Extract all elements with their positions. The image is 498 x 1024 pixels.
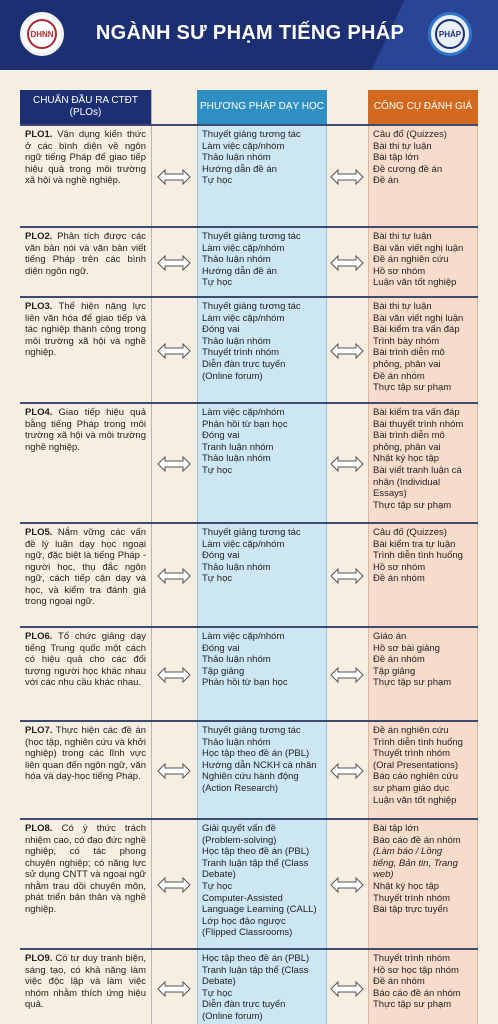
- methods-cell: [197, 524, 327, 626]
- arrow-column: [152, 298, 197, 402]
- tools-cell: [368, 298, 478, 402]
- double-arrow-icon: [330, 342, 364, 360]
- tool-item: Bài kiểm tra vấn đáp: [373, 324, 460, 336]
- table-header: [20, 90, 478, 124]
- tool-item: Bài thuyết trình nhóm: [373, 418, 464, 430]
- double-arrow-icon: [330, 567, 364, 585]
- outcome-code: PLO8.: [25, 823, 53, 834]
- tool-item: Bài tập lớn: [373, 152, 419, 164]
- method-item: Đóng vai: [202, 550, 240, 562]
- method-item: Nghiên cứu hành động: [202, 771, 299, 783]
- tool-item: Đề án: [373, 175, 399, 187]
- arrow-column: [152, 722, 197, 818]
- methods-cell: [197, 404, 327, 522]
- faculty-logo-mark: PHÁP: [435, 19, 465, 49]
- tools-cell: [368, 950, 478, 1024]
- outcome-text: Thực hiện các đề án (học tập, nghiên cứu và khởi nghiệp) trong các lĩnh vực liên quan đến ngôn ngữ, văn hóa và dạy-học tiếng Pháp.: [25, 725, 146, 782]
- method-item: Tự học: [202, 175, 233, 187]
- tool-item: Bài văn viết nghị luận: [373, 312, 464, 324]
- methods-cell: [197, 820, 327, 948]
- table-row: [20, 948, 478, 1024]
- tool-item: Báo cáo nghiên cứu: [373, 771, 459, 783]
- outcome-cell: [20, 524, 152, 626]
- tools-cell: [368, 820, 478, 948]
- tool-item: Thuyết trình nhóm: [373, 953, 451, 964]
- method-item: Hướng dẫn đề án: [202, 163, 277, 175]
- method-item: Hướng dẫn NCKH cá nhân: [202, 759, 317, 771]
- arrow-column: [327, 126, 368, 226]
- arrow-column: [152, 404, 197, 522]
- tool-item: Thực tập sư phạm: [373, 999, 452, 1011]
- tool-item: Bài thi tự luận: [373, 140, 432, 152]
- double-arrow-icon: [330, 666, 364, 684]
- header-outcomes: CHUẨN ĐẦU RA CTĐT (PLOs): [20, 90, 152, 124]
- method-item: Tranh luận nhóm: [202, 441, 274, 453]
- tool-item: Đề án nghiên cứu: [373, 254, 449, 266]
- method-item: Computer-Assisted: [202, 892, 283, 904]
- method-item: Tự học: [202, 987, 233, 999]
- double-arrow-icon: [330, 455, 364, 473]
- tool-item: Đề án nhóm: [373, 370, 425, 382]
- outcome-code: PLO4.: [25, 407, 53, 418]
- arrow-column: [152, 524, 197, 626]
- tools-cell: [368, 126, 478, 226]
- arrow-column: [327, 228, 368, 296]
- arrow-column: [327, 524, 368, 626]
- methods-cell: [197, 722, 327, 818]
- method-item: Làm việc cặp/nhóm: [202, 140, 285, 152]
- tool-item: Thuyết trình nhóm: [373, 892, 451, 904]
- double-arrow-icon: [330, 254, 364, 272]
- method-item: (Online forum): [202, 370, 263, 382]
- table-row: [20, 296, 478, 402]
- double-arrow-icon: [157, 567, 191, 585]
- tool-item: Bài thi tự luận: [373, 301, 432, 312]
- method-item: Hướng dẫn đề án: [202, 265, 277, 277]
- tool-item: Luận văn tốt nghiệp: [373, 794, 457, 806]
- tool-item: Đề án nhóm: [373, 976, 425, 988]
- double-arrow-icon: [157, 254, 191, 272]
- method-item: Tự học: [202, 573, 233, 585]
- method-item: Làm việc cặp/nhóm: [202, 538, 285, 550]
- tools-cell: [368, 404, 478, 522]
- method-item: Tranh luận tập thể (Class: [202, 964, 309, 976]
- method-item: (Online forum): [202, 1010, 263, 1022]
- methods-cell: [197, 298, 327, 402]
- arrow-column: [327, 298, 368, 402]
- plo-table: [20, 90, 478, 1024]
- method-item: Language Learning (CALL): [202, 904, 317, 916]
- tool-item: Thực tập sư phạm: [373, 382, 452, 394]
- outcome-cell: [20, 628, 152, 720]
- outcome-code: PLO2.: [25, 231, 53, 242]
- tool-item: (Làm báo / Lồng: [373, 846, 443, 858]
- faculty-logo: [428, 12, 472, 56]
- tool-item: Câu đố (Quizzes): [373, 527, 447, 538]
- method-item: Đóng vai: [202, 324, 240, 336]
- outcome-text: Thể hiện năng lực liên văn hóa để giao tiếp và tác nghiệp thành công trong môi trường xã hội và nghề nghiệp.: [25, 301, 146, 358]
- method-item: Phản hồi từ bạn học: [202, 677, 288, 689]
- outcome-cell: [20, 722, 152, 818]
- method-item: Học tập theo đề án (PBL): [202, 953, 310, 964]
- tool-item: Thuyết trình nhóm: [373, 748, 451, 760]
- tool-item: Bài tập lớn: [373, 823, 419, 834]
- method-item: Thuyết giảng tương tác: [202, 725, 301, 736]
- method-item: Tranh luận tập thể (Class: [202, 857, 309, 869]
- method-item: (Flipped Classrooms): [202, 927, 293, 939]
- header-spacer: [152, 90, 197, 124]
- double-arrow-icon: [157, 168, 191, 186]
- method-item: Thuyết giảng tương tác: [202, 527, 301, 538]
- tool-item: Nhật ký học tập: [373, 453, 440, 465]
- outcome-code: PLO5.: [25, 527, 53, 538]
- double-arrow-icon: [157, 980, 191, 998]
- tool-item: Đề án nhóm: [373, 654, 425, 666]
- tool-item: Luận văn tốt nghiệp: [373, 277, 457, 289]
- tool-item: Đề cương đề án: [373, 163, 443, 175]
- header-tools: CÔNG CỤ ĐÁNH GIÁ: [368, 90, 478, 124]
- tool-item: Bài trình diễn mô: [373, 430, 445, 442]
- method-item: Thuyết giảng tương tác: [202, 129, 301, 140]
- header-methods: PHƯƠNG PHÁP DẠY HỌC: [197, 90, 327, 124]
- double-arrow-icon: [330, 762, 364, 780]
- tool-item: Bài trình diễn mô: [373, 347, 445, 359]
- table-row: [20, 402, 478, 522]
- tool-item: Trình diễn tình huống: [373, 550, 463, 562]
- tool-item: Tập giảng: [373, 665, 416, 677]
- tool-item: Nhật ký học tập: [373, 880, 440, 892]
- double-arrow-icon: [330, 980, 364, 998]
- header-spacer: [327, 90, 368, 124]
- method-item: Thảo luận nhóm: [202, 654, 271, 666]
- method-item: Debate): [202, 976, 236, 988]
- tool-item: phỏng, phân vai: [373, 441, 441, 453]
- arrow-column: [152, 950, 197, 1024]
- method-item: Thuyết giảng tương tác: [202, 231, 301, 242]
- outcome-code: PLO3.: [25, 301, 53, 312]
- double-arrow-icon: [330, 168, 364, 186]
- double-arrow-icon: [157, 455, 191, 473]
- method-item: Học tập theo đề án (PBL): [202, 748, 310, 760]
- outcome-text: Nắm vững các vấn đề lý luận dạy học ngoại ngữ, đặc biệt là tiếng Pháp - người học, thụ đắc ngôn ngữ, cách tiếp cận dạy và học, và kiểm tra đánh giá trong ngoại ngữ.: [25, 527, 146, 607]
- method-item: Thảo luận nhóm: [202, 736, 271, 748]
- tool-item: tiếng, Bản tin, Trang: [373, 857, 458, 869]
- method-item: Học tập theo đề án (PBL): [202, 846, 310, 858]
- tools-cell: [368, 722, 478, 818]
- method-item: Tự học: [202, 880, 233, 892]
- tool-item: Đề án nhóm: [373, 573, 425, 585]
- outcome-text: Phân tích được các văn bản nói và văn bản viết tiếng Pháp trên các bình diện ngôn ngữ.: [25, 231, 146, 277]
- outcome-text: Có ý thức trách nhiệm cao, có đạo đức nghề nghiệp, có tác phong chuyên nghiệp; có năng lực sử dụng CNTT và ngoại ngữ nhằm trau dồi chuyên môn, phát triển bản thân và nghề nghiệp.: [25, 823, 146, 915]
- outcome-text: Giao tiếp hiệu quả bằng tiếng Pháp trong môi trường xã hội và môi trường nghề nghiệp.: [25, 407, 146, 453]
- arrow-column: [152, 228, 197, 296]
- method-item: Thảo luận nhóm: [202, 254, 271, 266]
- tool-item: Hồ sơ bài giảng: [373, 642, 440, 654]
- tool-item: sư phạm giáo dục: [373, 782, 450, 794]
- method-item: Lớp học đảo ngược: [202, 915, 286, 927]
- double-arrow-icon: [157, 342, 191, 360]
- table-row: [20, 626, 478, 720]
- method-item: Tập giảng: [202, 665, 245, 677]
- tools-cell: [368, 628, 478, 720]
- tool-item: Giáo án: [373, 631, 407, 642]
- tools-cell: [368, 228, 478, 296]
- method-item: Tự học: [202, 277, 233, 289]
- tool-item: phỏng, phân vai: [373, 358, 441, 370]
- arrow-column: [327, 628, 368, 720]
- tool-item: Bài kiểm tra vấn đáp: [373, 407, 460, 418]
- method-item: Thuyết trình nhóm: [202, 347, 280, 359]
- outcome-cell: [20, 404, 152, 522]
- university-logo-mark: DHNN: [27, 19, 57, 49]
- table-row: [20, 124, 478, 226]
- tool-item: Bài văn viết nghị luận: [373, 242, 464, 254]
- method-item: Đóng vai: [202, 430, 240, 442]
- method-item: Debate): [202, 869, 236, 881]
- method-item: Thảo luận nhóm: [202, 152, 271, 164]
- outcome-cell: [20, 950, 152, 1024]
- method-item: (Problem-solving): [202, 834, 277, 846]
- outcome-code: PLO6.: [25, 631, 53, 642]
- university-logo: [20, 12, 64, 56]
- outcome-cell: [20, 126, 152, 226]
- tool-item: Thực tập sư phạm: [373, 499, 452, 511]
- tool-item: Bài tập trực tuyến: [373, 904, 449, 916]
- page-header: [0, 0, 498, 70]
- tool-item: (Oral Presentations): [373, 759, 459, 771]
- methods-cell: [197, 628, 327, 720]
- method-item: Thảo luận nhóm: [202, 561, 271, 573]
- method-item: Thảo luận nhóm: [202, 453, 271, 465]
- table-row: [20, 522, 478, 626]
- page-title: NGÀNH SƯ PHẠM TIẾNG PHÁP: [95, 22, 405, 44]
- method-item: Tự học: [202, 464, 233, 476]
- table-row: [20, 720, 478, 818]
- method-item: Đóng vai: [202, 642, 240, 654]
- arrow-column: [152, 820, 197, 948]
- method-item: Thuyết giảng tương tác: [202, 301, 301, 312]
- outcome-cell: [20, 298, 152, 402]
- methods-cell: [197, 228, 327, 296]
- method-item: Diễn đàn trực tuyến: [202, 358, 286, 370]
- method-item: Thảo luận nhóm: [202, 335, 271, 347]
- table-row: [20, 226, 478, 296]
- arrow-column: [152, 126, 197, 226]
- method-item: Làm việc cặp/nhóm: [202, 242, 285, 254]
- methods-cell: [197, 126, 327, 226]
- outcome-text: Có tư duy tranh biện, sáng tạo, có khả năng làm việc độc lập và làm việc nhóm nhằm thích ứng hiệu quả.: [25, 953, 146, 1010]
- arrow-column: [327, 820, 368, 948]
- tool-item: Đề án nghiên cứu: [373, 725, 449, 736]
- tool-item: Essays): [373, 488, 407, 500]
- tool-item: Báo cáo đề án nhóm: [373, 834, 461, 846]
- double-arrow-icon: [330, 876, 364, 894]
- tool-item: nhân (Individual: [373, 476, 441, 488]
- outcome-code: PLO7.: [25, 725, 53, 736]
- methods-cell: [197, 950, 327, 1024]
- outcome-text: Tổ chức giảng dạy tiếng Trung quốc một cách có hiệu quả cho các đối tượng người học khác nhau với các nhu cầu khác nhau.: [25, 631, 146, 688]
- outcome-code: PLO9.: [25, 953, 53, 964]
- outcome-cell: [20, 228, 152, 296]
- method-item: Giải quyết vấn đề: [202, 823, 276, 834]
- arrow-column: [327, 404, 368, 522]
- method-item: (Action Research): [202, 782, 279, 794]
- tool-item: Hồ sơ học tập nhóm: [373, 964, 459, 976]
- method-item: Phản hồi từ bạn học: [202, 418, 288, 430]
- tool-item: Bài kiểm tra tự luận: [373, 538, 456, 550]
- outcome-text: Vận dụng kiến thức ở các bình diện về ngôn ngữ tiếng Pháp để giao tiếp hiệu quả trong môi trường xã hội và nghề nghiệp.: [25, 129, 146, 186]
- table-row: [20, 818, 478, 948]
- tool-item: Báo cáo đề án nhóm: [373, 987, 461, 999]
- method-item: Làm việc cặp/nhóm: [202, 407, 285, 418]
- tool-item: Trình diễn tình huống: [373, 736, 463, 748]
- method-item: Làm việc cặp/nhóm: [202, 312, 285, 324]
- method-item: Diễn đàn trực tuyến: [202, 999, 286, 1011]
- outcome-code: PLO1.: [25, 129, 53, 140]
- tools-cell: [368, 524, 478, 626]
- tool-item: Bài viết tranh luận cá: [373, 464, 462, 476]
- outcome-cell: [20, 820, 152, 948]
- double-arrow-icon: [157, 876, 191, 894]
- arrow-column: [152, 628, 197, 720]
- arrow-column: [327, 722, 368, 818]
- tool-item: Hồ sơ nhóm: [373, 265, 426, 277]
- method-item: Làm việc cặp/nhóm: [202, 631, 285, 642]
- tool-item: Trình bày nhóm: [373, 335, 440, 347]
- tool-item: Câu đố (Quizzes): [373, 129, 447, 140]
- table-body: [20, 124, 478, 1024]
- tool-item: Bài thi tự luận: [373, 231, 432, 242]
- arrow-column: [327, 950, 368, 1024]
- tool-item: Thực tập sư phạm: [373, 677, 452, 689]
- tool-item: web): [373, 869, 394, 881]
- tool-item: Hồ sơ nhóm: [373, 561, 426, 573]
- double-arrow-icon: [157, 762, 191, 780]
- double-arrow-icon: [157, 666, 191, 684]
